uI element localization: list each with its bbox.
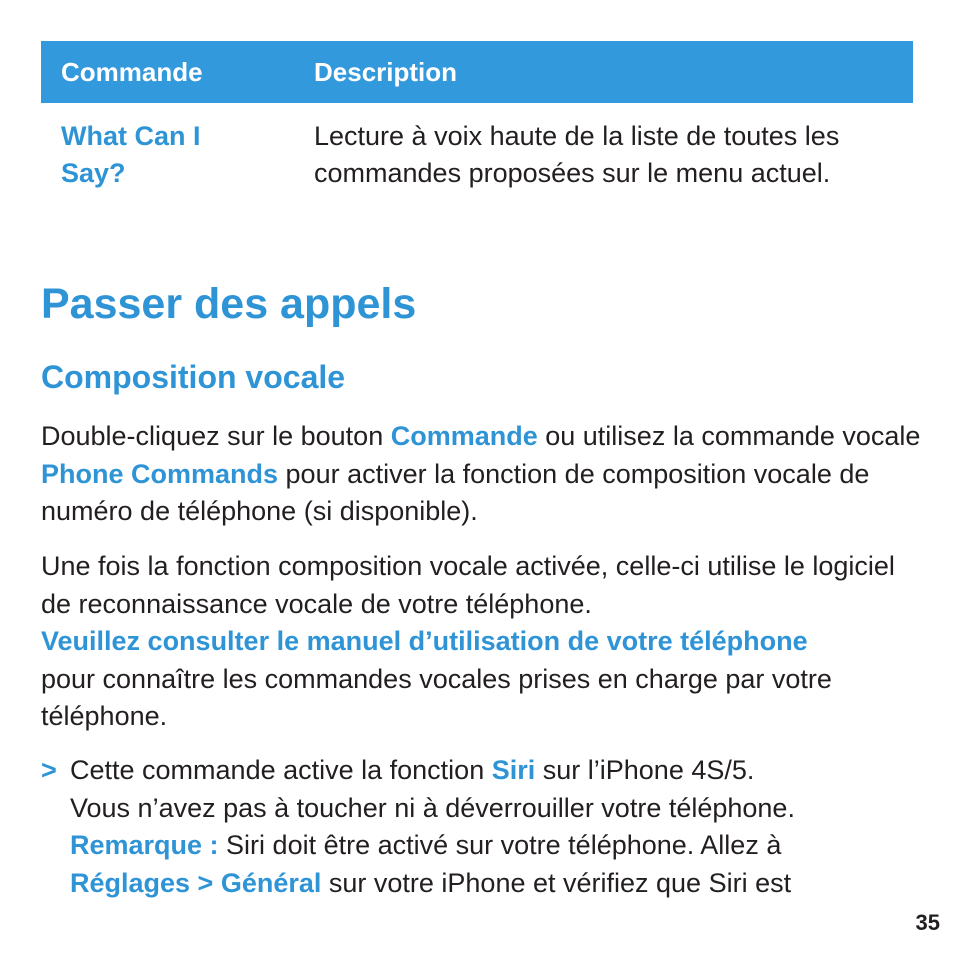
bullet-line-3 <box>41 827 921 865</box>
bullet-line-2: Vous n’avez pas à toucher ni à déverrouiller votre téléphone. <box>70 792 795 823</box>
bullet-text-2: sur l’iPhone 4S/5. <box>535 755 755 785</box>
row-description: Lecture à voix haute de la liste de toutes les commandes proposées sur le menu actuel. <box>314 121 840 188</box>
p1-bold-phone-commands: Phone Commands <box>41 458 279 489</box>
bullet-line-4 <box>41 865 921 903</box>
table-header <box>41 41 913 103</box>
page-number: 35 <box>915 910 940 935</box>
row-command-line2: Say? <box>61 158 126 188</box>
bullet-bold-remarque: Remarque : <box>70 830 219 860</box>
p1-text-2: ou utilisez la commande vocale <box>537 421 921 451</box>
bullet-arrow-icon: > <box>41 755 57 785</box>
command-table <box>41 41 913 192</box>
bullet-siri <box>41 752 921 902</box>
p1-text-1: Double-cliquez sur le bouton <box>41 421 391 451</box>
bullet-bold-reglages: Réglages > Général <box>70 867 322 898</box>
bullet-bold-siri: Siri <box>491 755 536 785</box>
p1-bold-commande: Commande <box>390 421 538 451</box>
row-command <box>41 118 314 192</box>
section-title: Composition vocale <box>41 359 346 395</box>
p2-bold-manual: Veuillez consulter le manuel d’utilisation de votre téléphone <box>41 626 808 656</box>
paragraph-voice-recognition <box>41 548 921 736</box>
header-description: Description <box>314 56 458 87</box>
row-command-line1: What Can I <box>61 121 201 151</box>
paragraph-voice-dialing <box>41 418 921 531</box>
table-row <box>41 103 913 192</box>
bullet-line-1 <box>41 752 921 790</box>
bullet-text-5: sur votre iPhone et vérifiez que Siri est <box>321 867 792 898</box>
bullet-text-4: Siri doit être activé sur votre téléphone. Allez à <box>218 830 782 860</box>
page-title: Passer des appels <box>41 280 417 328</box>
bullet-text-1: Cette commande active la fonction <box>70 755 492 785</box>
header-command: Commande <box>61 56 203 87</box>
p2-text-2: pour connaître les commandes vocales prises en charge par votre téléphone. <box>41 663 832 731</box>
p1-text-3: pour activer la fonction de composition vocale de numéro de téléphone (si disponible). <box>41 458 870 526</box>
p2-text-1: Une fois la fonction composition vocale activée, celle-ci utilise le logiciel de reconnaissance vocale de votre téléphone. <box>41 551 895 619</box>
